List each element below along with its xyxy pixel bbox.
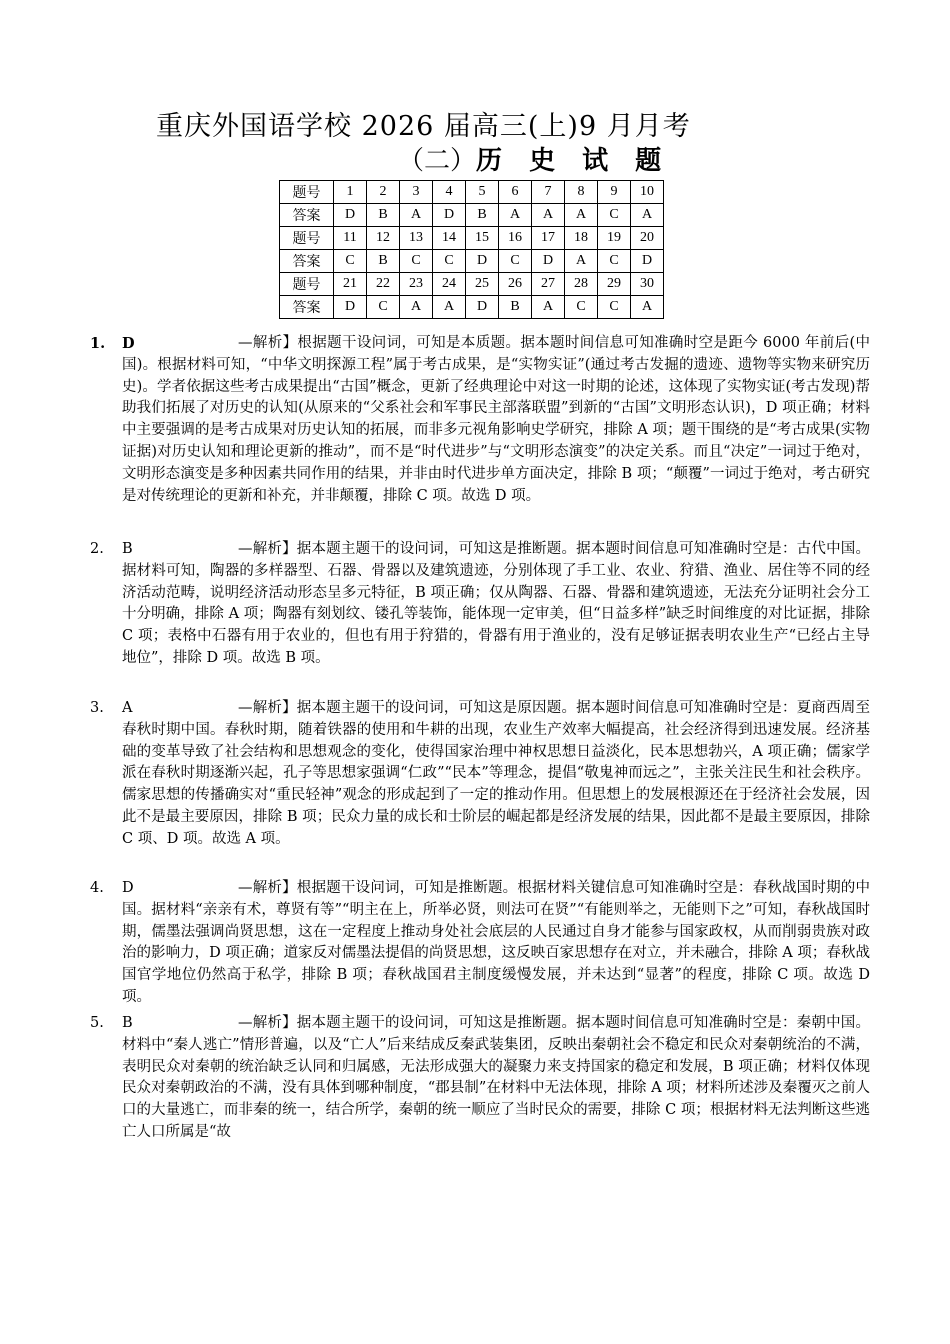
question-number-cell: 16 (499, 227, 532, 250)
answer-cell: C (334, 250, 367, 273)
question-4 (90, 878, 870, 1009)
question-5 (90, 1013, 870, 1144)
answer-row (280, 296, 664, 319)
answer-cell: A (565, 250, 598, 273)
question-number-cell: 7 (532, 181, 565, 204)
question-number: 1. (90, 335, 106, 352)
question-2 (90, 539, 870, 670)
row-label: 答案 (280, 204, 334, 227)
answer-row (280, 250, 664, 273)
answer-row (280, 204, 664, 227)
answer-cell: A (400, 296, 433, 319)
answer-cell: B (367, 204, 400, 227)
question-number-cell: 17 (532, 227, 565, 250)
row-label: 题号 (280, 273, 334, 296)
question-number-cell: 1 (334, 181, 367, 204)
answer-cell: D (433, 204, 466, 227)
question-number: 2. (90, 541, 104, 557)
question-number-cell: 26 (499, 273, 532, 296)
question-answer: B (122, 541, 133, 557)
question-number-cell: 22 (367, 273, 400, 296)
answer-cell: C (598, 204, 631, 227)
subtitle-prefix: （二） (398, 146, 477, 176)
answer-cell: B (499, 296, 532, 319)
question-number-cell: 4 (433, 181, 466, 204)
answer-cell: A (499, 204, 532, 227)
question-number-cell: 14 (433, 227, 466, 250)
question-number-cell: 13 (400, 227, 433, 250)
question-number-cell: 9 (598, 181, 631, 204)
question-number-cell: 8 (565, 181, 598, 204)
question-number-cell: 25 (466, 273, 499, 296)
answer-cell: C (565, 296, 598, 319)
answer-cell: C (367, 296, 400, 319)
exam-title: 重庆外国语学校 2026 届高三(上)9 月月考 (156, 111, 691, 142)
answer-cell: C (598, 296, 631, 319)
question-answer: B (122, 1015, 133, 1031)
question-number-row (280, 273, 664, 296)
question-answer: D (122, 335, 135, 352)
question-number-cell: 29 (598, 273, 631, 296)
answer-cell: A (631, 204, 664, 227)
question-number-cell: 10 (631, 181, 664, 204)
question-number-cell: 24 (433, 273, 466, 296)
answer-cell: A (532, 204, 565, 227)
answer-cell: C (598, 250, 631, 273)
answer-cell: C (499, 250, 532, 273)
exam-subtitle (398, 140, 670, 177)
question-explanation: —解析】据本题主题干的设问词，可知这是推断题。据本题时间信息可知准确时空是：秦朝中国。材料中“秦人逃亡”情形普遍，以及“亡人”后来结成反秦武装集团，反映出秦朝社会不稳定和民众对秦朝统治的不满，表明民众对秦朝的统治缺乏认同和归属感，无法形成强大的凝聚力来支持国家的稳定和发展，B 项正确；材料仅体现民众对秦朝政治的不满，没有具体到哪种制度，“郡县制”在材料中无法体现，排除 A 项；材料所述涉及秦覆灭之前人口的大量逃亡，而非秦的统一，结合所学，秦朝的统一顺应了当时民众的需要，排除 C 项；根据材料无法判断这些逃亡人口所属是“故 (122, 1015, 870, 1140)
row-label: 答案 (280, 296, 334, 319)
question-number-cell: 2 (367, 181, 400, 204)
answer-cell: D (466, 296, 499, 319)
question-explanation: —解析】据本题主题干的设问词，可知这是推断题。据本题时间信息可知准确时空是：古代中国。据材料可知，陶器的多样器型、石器、骨器以及建筑遗迹，分别体现了手工业、农业、狩猎、渔业、居住等不同的经济活动范畴，说明经济活动形态呈多元特征，B 项正确；仅从陶器、石器、骨器和建筑遗迹，无法充分证明社会分工十分明确，排除 A 项；陶器有刻划纹、镂孔等装饰，能体现一定审美，但“日益多样”缺乏时间维度的对比证据，排除 C 项；表格中石器有用于农业的，但也有用于狩猎的，骨器有用于渔业的，没有足够证据表明农业生产“已经占主导地位”，排除 D 项。故选 B 项。 (122, 541, 870, 666)
question-number: 3. (90, 700, 104, 716)
answer-cell: B (367, 250, 400, 273)
question-number-cell: 6 (499, 181, 532, 204)
question-number-cell: 21 (334, 273, 367, 296)
answer-cell: D (631, 250, 664, 273)
answer-cell: C (433, 250, 466, 273)
question-number-cell: 30 (631, 273, 664, 296)
question-number-row (280, 227, 664, 250)
answer-cell: B (466, 204, 499, 227)
row-label: 题号 (280, 181, 334, 204)
question-number-cell: 28 (565, 273, 598, 296)
answer-cell: A (565, 204, 598, 227)
question-number-cell: 23 (400, 273, 433, 296)
answer-cell: A (532, 296, 565, 319)
question-1 (90, 333, 870, 507)
answer-cell: A (631, 296, 664, 319)
question-number-cell: 12 (367, 227, 400, 250)
answer-cell: D (532, 250, 565, 273)
question-number-cell: 20 (631, 227, 664, 250)
question-3 (90, 698, 870, 851)
answer-cell: A (433, 296, 466, 319)
row-label: 答案 (280, 250, 334, 273)
row-label: 题号 (280, 227, 334, 250)
question-number-cell: 19 (598, 227, 631, 250)
question-explanation: —解析】据本题主题干的设问词，可知这是原因题。据本题时间信息可知准确时空是：夏商西周至春秋时期中国。春秋时期，随着铁器的使用和牛耕的出现，农业生产效率大幅提高，社会经济得到迅速发展。经济基础的变革导致了社会结构和思想观念的变化，使得国家治理中神权思想日益淡化，民本思想勃兴，A 项正确；儒家学派在春秋时期逐渐兴起，孔子等思想家强调“仁政”“民本”等理念，提倡“敬鬼神而远之”，主张关注民生和社会秩序。儒家思想的传播确实对“重民轻神”观念的形成起到了一定的推动作用。但思想上的发展根源还在于经济社会发展，因此不是最主要原因，排除 B 项；民众力量的成长和士阶层的崛起都是经济发展的结果，因此都不是最主要原因，排除 C 项、D 项。故选 A 项。 (122, 700, 870, 847)
answer-cell: A (400, 204, 433, 227)
answer-cell: D (334, 296, 367, 319)
question-number: 5. (90, 1015, 104, 1031)
question-explanation: —解析】根据题干设问词，可知是推断题。根据材料关键信息可知准确时空是：春秋战国时期的中国。据材料“亲亲有术，尊贤有等”“明主在上，所举必贤，则法可在贤”“有能则举之，无能则下之”可知，春秋战国时期，儒墨法强调尚贤思想，这在一定程度上推动身处社会底层的人民通过自身才能参与国家政权，从而削弱贵族对政治的影响力，D 项正确；道家反对儒墨法提倡的尚贤思想，这反映百家思想存在对立，并未融合，排除 A 项；春秋战国官学地位仍然高于私学，排除 B 项；春秋战国君主制度缓慢发展，并未达到“显著”的程度，排除 C 项。故选 D 项。 (122, 880, 870, 1005)
answer-cell: C (400, 250, 433, 273)
question-number: 4. (90, 880, 104, 896)
question-answer: D (122, 880, 134, 896)
question-number-cell: 5 (466, 181, 499, 204)
subject-name: 历 史 试 题 (476, 146, 671, 176)
question-answer: A (122, 700, 133, 716)
question-number-cell: 11 (334, 227, 367, 250)
question-number-row (280, 181, 664, 204)
question-explanation: —解析】根据题干设问词，可知是本质题。据本题时间信息可知准确时空是距今 6000 年前后(中国)。根据材料可知，“中华文明探源工程”属于考古成果，是“实物实证”(通过考古发掘的遗迹、遗物等实物来研究历史)。学者依据这些考古成果提出“古国”概念，更新了经典理论中对这一时期的论述，这体现了实物实证(考古发现)帮助我们拓展了对历史的认知(从原来的“父系社会和军事民主部落联盟”到新的“古国”文明形态认识)，D 项正确；材料中主要强调的是考古成果对历史认知的拓展，而非多元视角影响史学研究，排除 A 项；题干围绕的是“考古成果(实物证据)对历史认知和理论更新的推动”，而不是“时代进步”与“文明形态演变”的决定关系。而且“决定”一词过于绝对，文明形态演变是多种因素共同作用的结果，并非由时代进步单方面决定，排除 B 项；“颠覆”一词过于绝对，考古研究是对传统理论的更新和补充，并非颠覆，排除 C 项。故选 D 项。 (122, 335, 870, 504)
question-number-cell: 15 (466, 227, 499, 250)
question-number-cell: 27 (532, 273, 565, 296)
question-number-cell: 3 (400, 181, 433, 204)
answer-table (279, 180, 664, 319)
question-number-cell: 18 (565, 227, 598, 250)
answer-cell: D (334, 204, 367, 227)
answer-cell: D (466, 250, 499, 273)
